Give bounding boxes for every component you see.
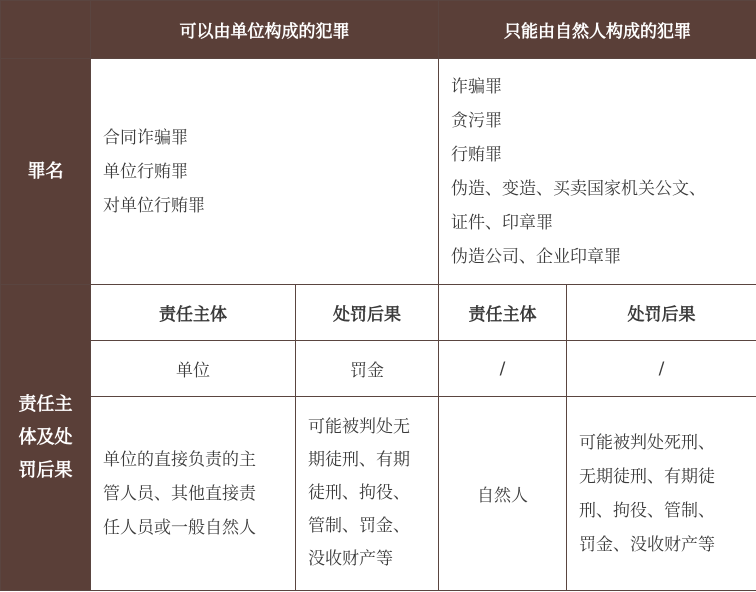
row-label-liability: [1, 285, 91, 591]
crime-name-item: 行贿罪: [451, 144, 502, 165]
crime-name-item: 伪造公司、企业印章罪: [451, 246, 621, 267]
crime-name-item: 贪污罪: [451, 110, 502, 131]
crime-name-item: 合同诈骗罪: [103, 127, 188, 148]
header-natural-crimes: 只能由自然人构成的犯罪: [439, 1, 756, 59]
col-header-subject-natural: 责任主体: [439, 285, 567, 341]
col-header-subject: 责任主体: [91, 285, 296, 341]
col-header-penalty-natural: 处罚后果: [567, 285, 756, 341]
crime-name-item: 诈骗罪: [451, 76, 502, 97]
natural-person-penalty-cell: [567, 397, 756, 591]
row-label-line: 责任主: [18, 394, 73, 415]
crime-name-item: 伪造、变造、买卖国家机关公文、: [451, 178, 706, 199]
crime-name-item: 对单位行贿罪: [103, 195, 205, 216]
natural-person-cell: 自然人: [439, 397, 567, 591]
text-line: 罚金、没收财产等: [579, 534, 715, 555]
row-label-line: 体及处: [18, 427, 73, 448]
text-line: 管人员、其他直接责: [103, 483, 256, 504]
unit-penalty-cell: 罚金: [296, 341, 439, 397]
row-label-crime-names: 罪名: [1, 59, 91, 285]
text-line: 期徒刑、有期: [308, 450, 410, 470]
natural-crime-list: [439, 59, 756, 285]
text-line: 可能被判处死刑、: [579, 432, 715, 453]
crime-name-item: 单位行贿罪: [103, 161, 188, 182]
header-unit-crimes: 可以由单位构成的犯罪: [91, 1, 439, 59]
text-line: 单位的直接负责的主: [103, 449, 256, 470]
text-line: 刑、拘役、管制、: [579, 500, 715, 521]
natural-penalty-cell-empty: /: [567, 341, 756, 397]
responsible-persons-cell: [91, 397, 296, 591]
text-line: 无期徒刑、有期徒: [579, 466, 715, 487]
unit-crime-list: [91, 59, 439, 285]
natural-subject-cell-empty: /: [439, 341, 567, 397]
text-line: 任人员或一般自然人: [103, 517, 256, 538]
row-label-line: 罚后果: [18, 460, 73, 481]
text-line: 可能被判处无: [308, 417, 410, 437]
unit-subject-cell: 单位: [91, 341, 296, 397]
col-header-penalty: 处罚后果: [296, 285, 439, 341]
text-line: 没收财产等: [308, 549, 393, 569]
text-line: 徒刑、拘役、: [308, 483, 410, 503]
crime-name-item: 证件、印章罪: [451, 212, 553, 233]
header-corner: [1, 1, 91, 59]
responsible-persons-penalty-cell: [296, 397, 439, 591]
text-line: 管制、罚金、: [308, 516, 410, 536]
